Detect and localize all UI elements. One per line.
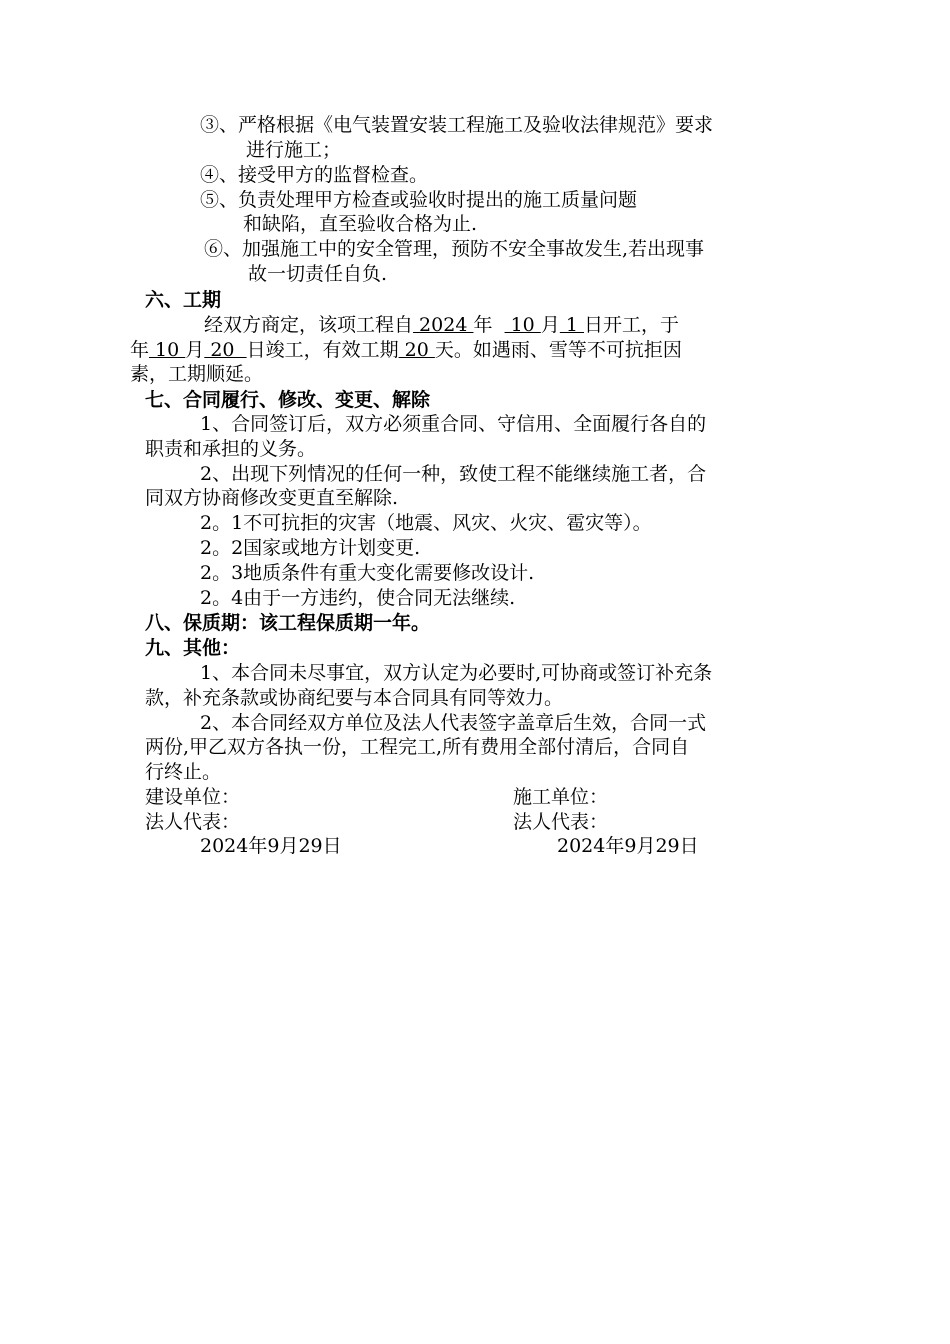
performance-item-2-4: 2。4由于一方违约，使合同无法继续. — [200, 587, 516, 609]
duration-line-1 — [204, 313, 679, 337]
performance-line-2: 职责和承担的义务。 — [145, 438, 317, 460]
clause-item-6: ⑥、加强施工中的安全管理，预防不安全事故发生,若出现事 — [204, 238, 705, 260]
clause-item-5: ⑤、负责处理甲方检查或验收时提出的施工质量问题 — [200, 189, 638, 211]
start-month-field: 10 — [504, 314, 541, 336]
performance-line-1: 1、合同签订后，双方必须重合同、守信用、全面履行各自的 — [200, 413, 707, 435]
duration-text-5: 年 — [130, 339, 150, 361]
party-a-rep-label: 法人代表： — [145, 811, 241, 833]
party-b-rep-label: 法人代表： — [513, 811, 609, 833]
party-b-date: 2024年9月29日 — [557, 835, 699, 857]
duration-line-2 — [130, 338, 682, 362]
clause-item-3: ③、严格根据《电气装置安装工程施工及验收法律规范》要求 — [200, 114, 714, 136]
duration-line-3: 素，工期顺延。 — [130, 363, 264, 385]
section-heading-performance: 七、合同履行、修改、变更、解除 — [145, 389, 431, 411]
party-a-unit-label: 建设单位： — [145, 786, 241, 808]
duration-text-6: 月 — [185, 339, 205, 361]
end-day-field: 20 — [204, 339, 247, 361]
clause-item-5-cont: 和缺陷，直至验收合格为止. — [243, 213, 478, 235]
other-line-1: 1、本合同未尽事宜，双方认定为必要时,可协商或签订补充条 — [200, 662, 713, 684]
performance-item-2-2: 2。2国家或地方计划变更. — [200, 537, 421, 559]
duration-text-2: 年 — [473, 314, 505, 336]
other-line-2: 款，补充条款或协商纪要与本合同具有同等效力。 — [145, 687, 564, 709]
start-year-field: 2024 — [413, 314, 474, 336]
clause-item-3-cont: 进行施工； — [246, 139, 342, 161]
section-heading-duration: 六、工期 — [145, 289, 222, 311]
duration-text-8: 天。如遇雨、雪等不可抗拒因 — [434, 339, 682, 361]
performance-item-2-3: 2。3地质条件有重大变化需要修改设计. — [200, 562, 535, 584]
party-a-date: 2024年9月29日 — [200, 835, 342, 857]
clause-item-6-cont: 故一切责任自负. — [248, 263, 388, 285]
start-day-field: 1 — [559, 314, 584, 336]
other-line-4: 两份,甲乙双方各执一份，工程完工,所有费用全部付清后，合同自 — [145, 736, 690, 758]
other-line-5: 行终止。 — [145, 761, 222, 783]
end-month-field: 10 — [149, 339, 186, 361]
duration-text-1: 经双方商定，该项工程自 — [204, 314, 414, 336]
section-heading-warranty: 八、保质期：该工程保质期一年。 — [145, 612, 431, 634]
duration-days-field: 20 — [398, 339, 435, 361]
performance-item-2-1: 2。1不可抗拒的灾害（地震、风灾、火灾、雹灾等）。 — [200, 512, 652, 534]
section-heading-other: 九、其他： — [145, 637, 241, 659]
duration-text-4: 日开工，于 — [584, 314, 680, 336]
duration-text-3: 月 — [540, 314, 560, 336]
clause-item-4: ④、接受甲方的监督检查。 — [200, 164, 429, 186]
other-line-3: 2、本合同经双方单位及法人代表签字盖章后生效，合同一式 — [200, 712, 707, 734]
performance-line-4: 同双方协商修改变更直至解除. — [145, 487, 399, 509]
performance-line-3: 2、出现下列情况的任何一种，致使工程不能继续施工者，合 — [200, 463, 707, 485]
party-b-unit-label: 施工单位： — [513, 786, 609, 808]
duration-text-7: 日竣工，有效工期 — [246, 339, 399, 361]
